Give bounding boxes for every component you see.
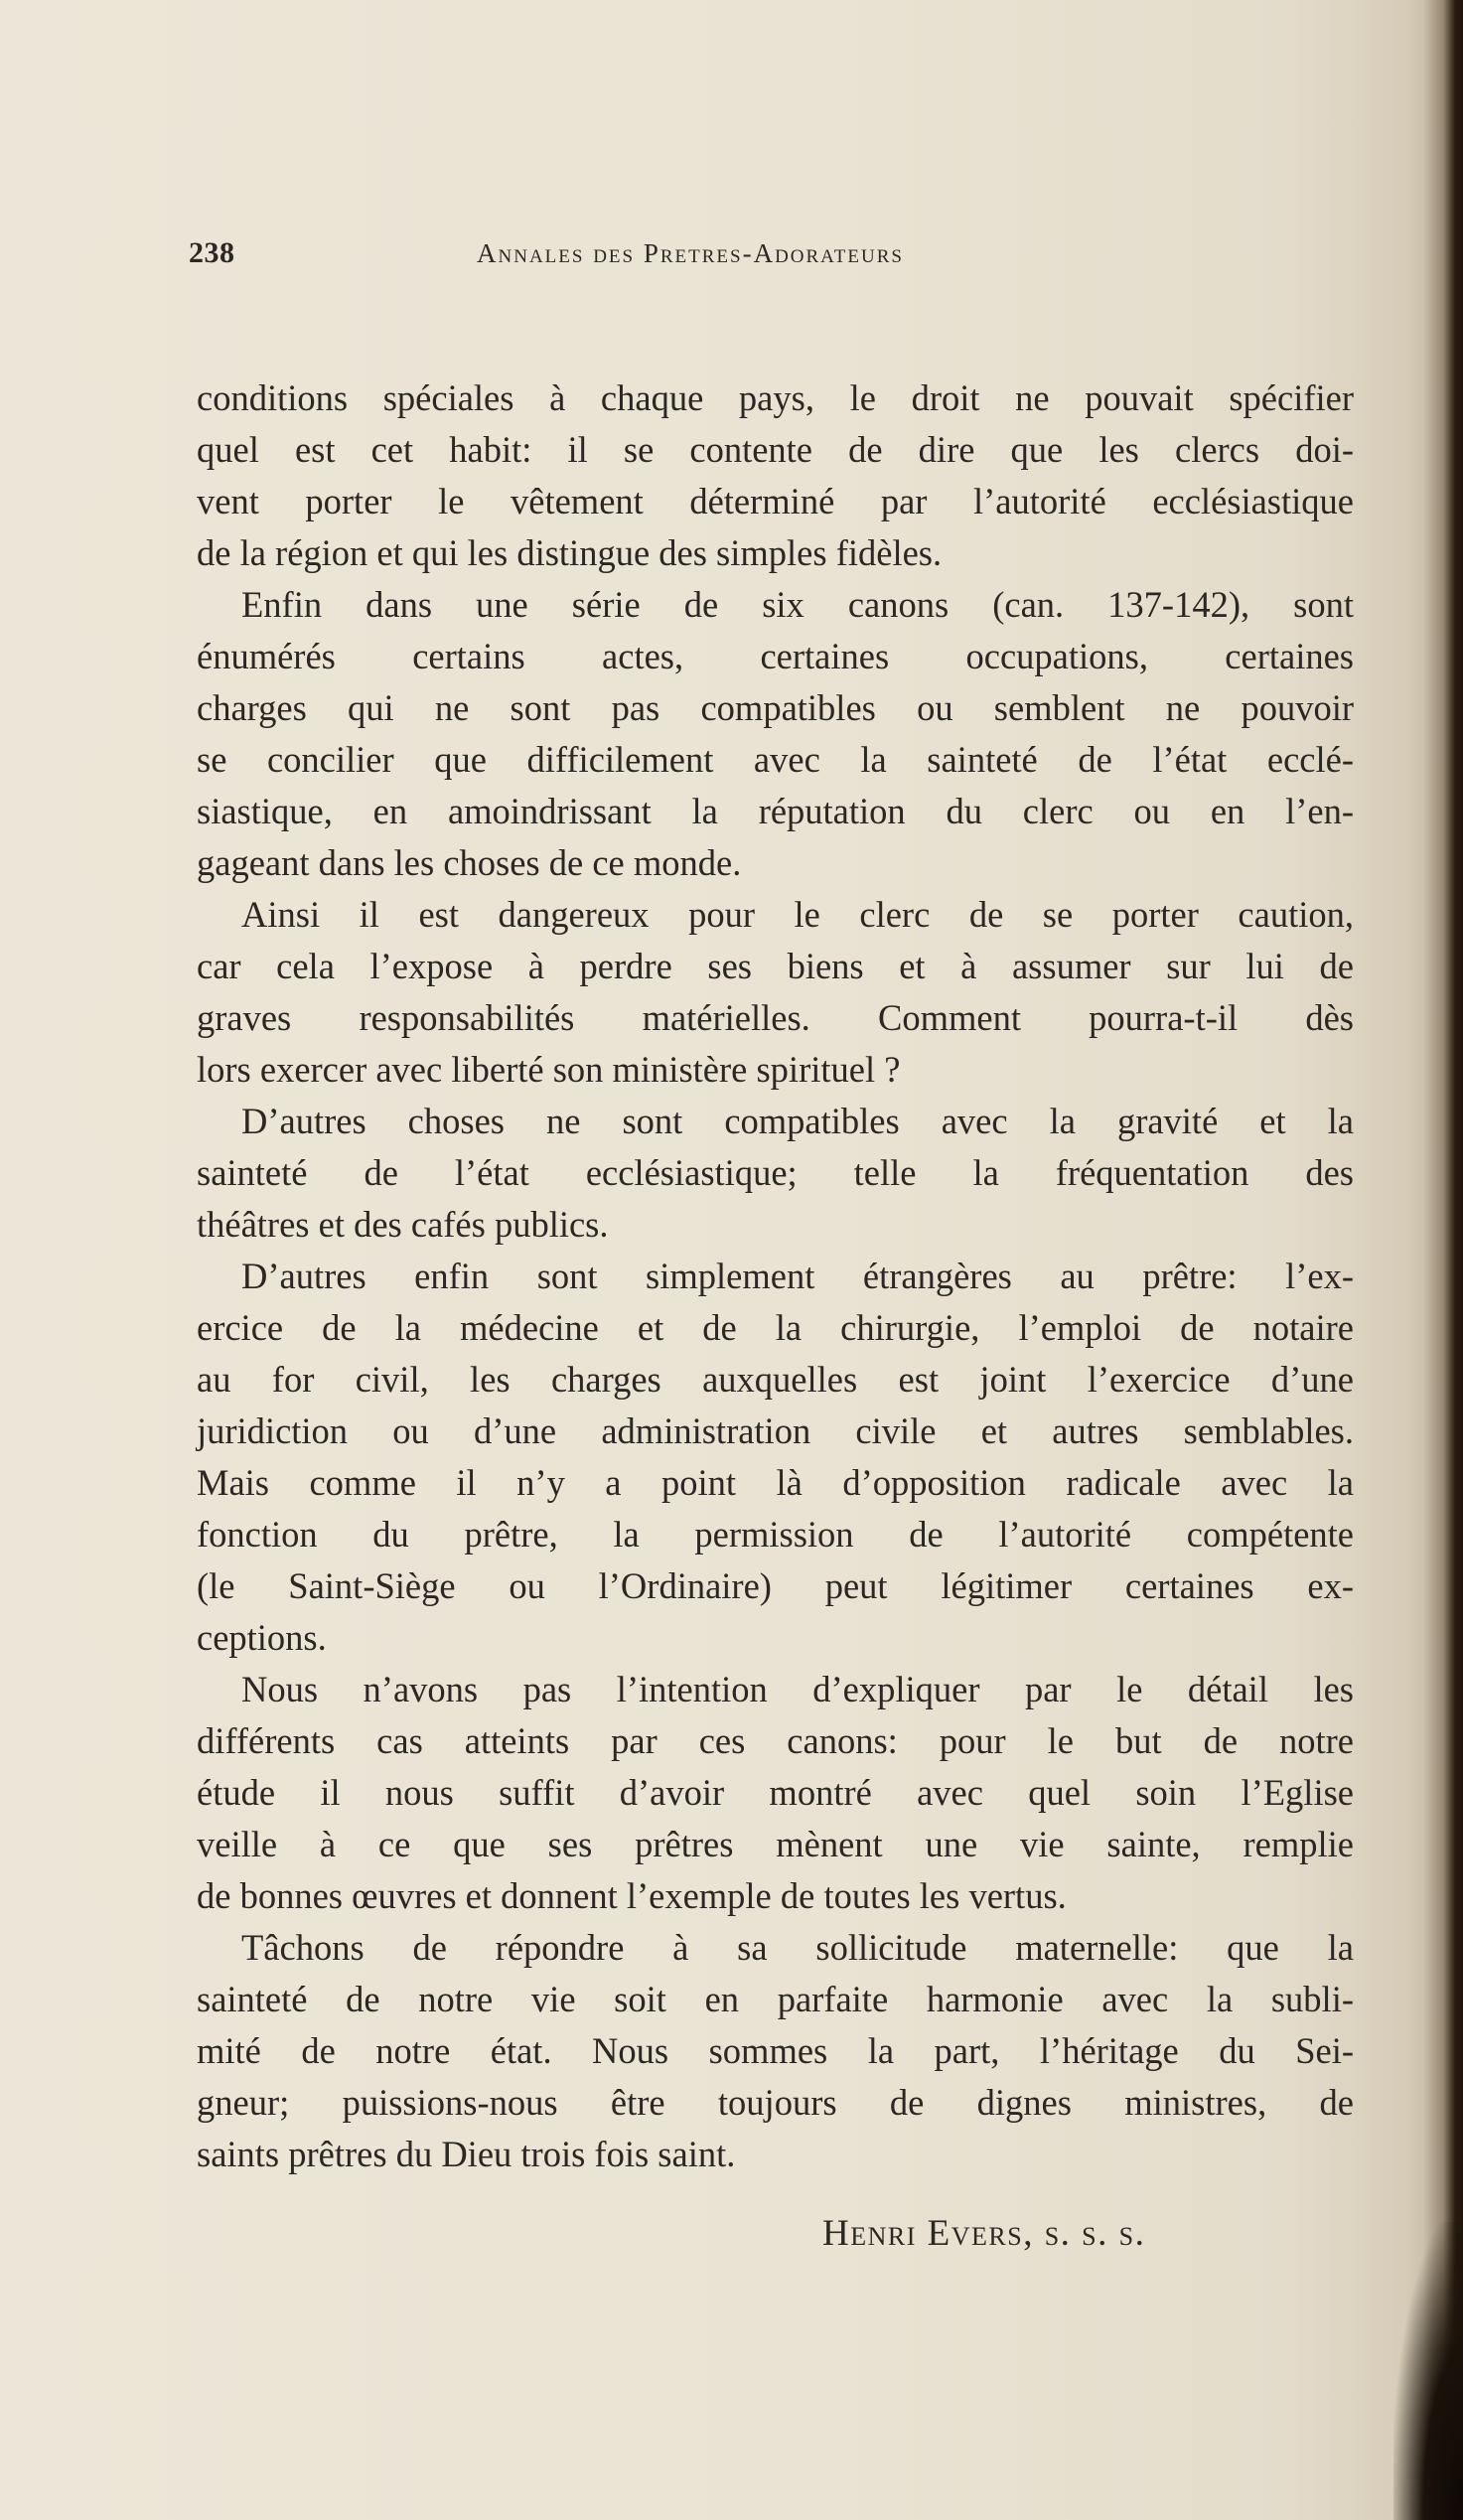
paragraph bbox=[197, 372, 1354, 579]
paragraph bbox=[197, 1922, 1354, 2180]
text-line: graves responsabilités matérielles. Comment pourra-t-il dès bbox=[197, 997, 1354, 1038]
author-signature: Henri Evers, s. s. s. bbox=[822, 2213, 1146, 2254]
text-line: (le Saint-Siège ou l’Ordinaire) peut légitimer certaines ex- bbox=[197, 1565, 1354, 1606]
text-line: fonction du prêtre, la permission de l’autorité compétente bbox=[197, 1514, 1354, 1555]
text-line: Nous n’avons pas l’intention d’expliquer par le détail les bbox=[241, 1669, 1354, 1709]
text-line: ceptions. bbox=[197, 1617, 327, 1658]
paragraph bbox=[197, 889, 1354, 1096]
text-line: car cela l’expose à perdre ses biens et à assumer sur lui de bbox=[197, 946, 1354, 986]
text-line: différents cas atteints par ces canons: pour le but de notre bbox=[197, 1720, 1354, 1761]
running-head bbox=[189, 236, 1222, 276]
journal-title: Annales des Pretres-Adorateurs bbox=[477, 238, 904, 268]
text-line: quel est cet habit: il se contente de dire que les clercs doi- bbox=[197, 429, 1354, 470]
text-line: sainteté de l’état ecclésiastique; telle la fréquentation des bbox=[197, 1152, 1354, 1193]
text-line: mité de notre état. Nous sommes la part, l’héritage du Sei- bbox=[197, 2030, 1354, 2071]
text-line: vent porter le vêtement déterminé par l’autorité ecclésiastique bbox=[197, 481, 1354, 521]
text-line: Mais comme il n’y a point là d’opposition radicale avec la bbox=[197, 1462, 1354, 1503]
text-line: énumérés certains actes, certaines occupations, certaines bbox=[197, 636, 1354, 676]
binding-corner-shadow bbox=[1393, 2222, 1463, 2520]
text-line: veille à ce que ses prêtres mènent une vie sainte, remplie bbox=[197, 1824, 1354, 1864]
paragraph bbox=[197, 1251, 1354, 1664]
text-line: siastique, en amoindrissant la réputation du clerc ou en l’en- bbox=[197, 791, 1354, 831]
text-line: sainteté de notre vie soit en parfaite harmonie avec la subli- bbox=[197, 1979, 1354, 2019]
text-line: gneur; puissions-nous être toujours de dignes ministres, de bbox=[197, 2082, 1354, 2123]
text-line: se concilier que difficilement avec la sainteté de l’état ecclé- bbox=[197, 739, 1354, 780]
text-line: Ainsi il est dangereux pour le clerc de se porter caution, bbox=[241, 894, 1354, 935]
binding-shadow bbox=[1423, 0, 1463, 2520]
page-number: 238 bbox=[189, 236, 235, 269]
text-line: de la région et qui les distingue des simples fidèles. bbox=[197, 532, 943, 573]
text-line: au for civil, les charges auxquelles est joint l’exercice d’une bbox=[197, 1359, 1354, 1400]
text-line: théâtres et des cafés publics. bbox=[197, 1204, 609, 1245]
text-line: étude il nous suffit d’avoir montré avec quel soin l’Eglise bbox=[197, 1772, 1354, 1813]
text-line: D’autres enfin sont simplement étrangères au prêtre: l’ex- bbox=[241, 1256, 1354, 1296]
paragraph bbox=[197, 579, 1354, 889]
text-line: gageant dans les choses de ce monde. bbox=[197, 842, 742, 883]
text-line: saints prêtres du Dieu trois fois saint. bbox=[197, 2134, 736, 2174]
text-line: Enfin dans une série de six canons (can. 137-142), sont bbox=[241, 584, 1354, 625]
text-line: ercice de la médecine et de la chirurgie, l’emploi de notaire bbox=[197, 1307, 1354, 1348]
paragraph bbox=[197, 1096, 1354, 1251]
text-line: conditions spéciales à chaque pays, le droit ne pouvait spécifier bbox=[197, 377, 1354, 418]
text-line: lors exercer avec liberté son ministère spirituel ? bbox=[197, 1049, 901, 1090]
text-line: D’autres choses ne sont compatibles avec la gravité et la bbox=[241, 1101, 1354, 1141]
text-line: charges qui ne sont pas compatibles ou semblent ne pouvoir bbox=[197, 687, 1354, 728]
text-line: de bonnes œuvres et donnent l’exemple de toutes les vertus. bbox=[197, 1875, 1067, 1916]
text-line: juridiction ou d’une administration civile et autres semblables. bbox=[197, 1410, 1354, 1451]
paragraph bbox=[197, 1664, 1354, 1922]
text-line: Tâchons de répondre à sa sollicitude maternelle: que la bbox=[241, 1927, 1354, 1968]
body-text bbox=[197, 372, 1354, 2180]
